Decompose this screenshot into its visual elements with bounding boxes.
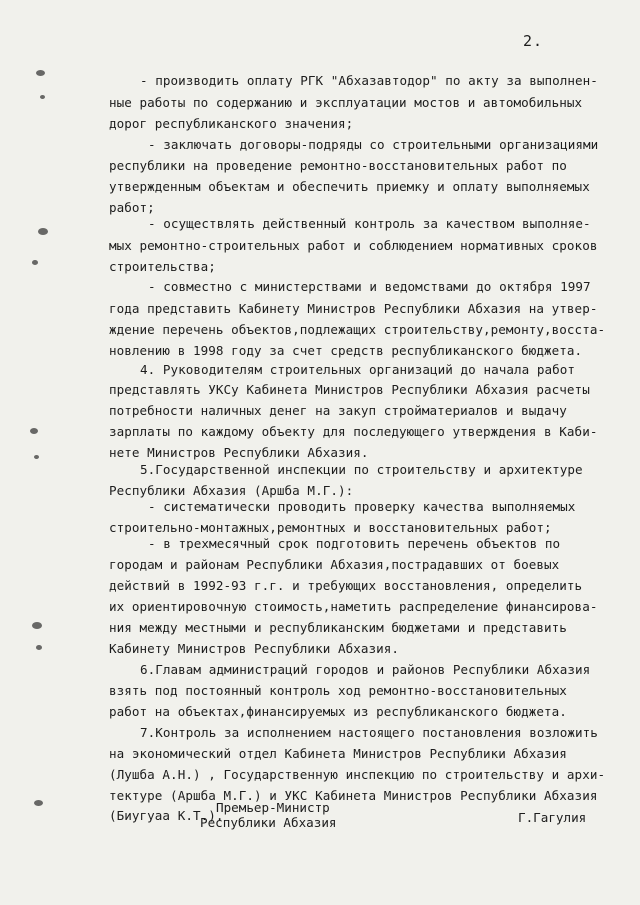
text-line: - осуществлять действенный контроль за качеством выполняе- xyxy=(148,216,591,231)
text-line: (Лушба А.Н.) , Государственную инспекцию по строительству и архи- xyxy=(109,767,606,782)
punch-mark xyxy=(40,95,45,99)
punch-mark xyxy=(32,622,42,629)
text-line: 6.Главам администраций городов и районов Республики Абхазия xyxy=(140,662,591,677)
text-line: - совместно с министерствами и ведомствами до октября 1997 xyxy=(148,279,591,294)
text-line: 5.Государственной инспекции по строительству и архитектуре xyxy=(140,462,583,477)
text-line: ния между местными и республиканским бюджетами и представить xyxy=(109,620,567,635)
text-line: работ на объектах,финансируемых из республиканского бюджета. xyxy=(109,704,567,719)
text-line: года представить Кабинету Министров Республики Абхазия на утвер- xyxy=(109,301,598,316)
text-line: взять под постоянный контроль ход ремонтно-восстановительных xyxy=(109,683,567,698)
text-line: - производить оплату РГК "Абхазавтодор" по акту за выполнен- xyxy=(140,73,598,88)
text-line: действий в 1992-93 г.г. и требующих восстановления, определить xyxy=(109,578,583,593)
punch-mark xyxy=(38,228,48,235)
signatory-title-line1: Премьер-Министр xyxy=(216,800,330,815)
punch-mark xyxy=(34,455,39,459)
text-line: 4. Руководителям строительных организаций до начала работ xyxy=(140,362,576,377)
text-line: представлять УКСу Кабинета Министров Республики Абхазия расчеты xyxy=(109,382,590,397)
text-line: утвержденным объектам и обеспечить приемку и оплату выполняемых xyxy=(109,179,590,194)
text-line: дорог республиканского значения; xyxy=(109,116,354,131)
text-line: (Биугуаа К.Т.). xyxy=(109,808,224,823)
text-line: ждение перечень объектов,подлежащих строительству,ремонту,восста- xyxy=(109,322,606,337)
text-line: Кабинету Министров Республики Абхазия. xyxy=(109,641,400,656)
signatory-title-line2: Республики Абхазия xyxy=(200,815,337,830)
punch-mark xyxy=(32,260,38,265)
text-line: ные работы по содержанию и эксплуатации мостов и автомобильных xyxy=(109,95,583,110)
text-line: Республики Абхазия (Аршба М.Г.): xyxy=(109,483,354,498)
punch-mark xyxy=(36,70,45,76)
text-line: - заключать договоры-подряды со строительными организациями xyxy=(148,137,599,152)
punch-mark xyxy=(30,428,38,434)
text-line: - систематически проводить проверку качества выполняемых xyxy=(148,499,576,514)
text-line: потребности наличных денег на закуп стройматериалов и выдачу xyxy=(109,403,567,418)
text-line: их ориентировочную стоимость,наметить распределение финансирова- xyxy=(109,599,598,614)
text-line: нете Министров Республики Абхазия. xyxy=(109,445,369,460)
text-line: строительно-монтажных,ремонтных и восстановительных работ; xyxy=(109,520,552,535)
text-line: городам и районам Республики Абхазия,пострадавших от боевых xyxy=(109,557,560,572)
text-line: на экономический отдел Кабинета Министров Республики Абхазия xyxy=(109,746,567,761)
text-line: новлению в 1998 году за счет средств республиканского бюджета. xyxy=(109,343,583,358)
text-line: 7.Контроль за исполнением настоящего постановления возложить xyxy=(140,725,598,740)
text-line: работ; xyxy=(109,200,155,215)
text-line: мых ремонтно-строительных работ и соблюдением нормативных сроков xyxy=(109,238,598,253)
punch-mark xyxy=(34,800,43,806)
text-line: строительства; xyxy=(109,259,216,274)
signatory-name: Г.Гагулия xyxy=(518,810,587,825)
text-line: тектуре (Аршба М.Г.) и УКС Кабинета Министров Республики Абхазия xyxy=(109,788,598,803)
text-line: зарплаты по каждому объекту для последующего утверждения в Каби- xyxy=(109,424,598,439)
page-number: 2. xyxy=(523,32,544,50)
signatory-title xyxy=(200,800,336,830)
text-line: республики на проведение ремонтно-восстановительных работ по xyxy=(109,158,567,173)
text-line: - в трехмесячный срок подготовить перечень объектов по xyxy=(148,536,561,551)
punch-mark xyxy=(36,645,42,650)
